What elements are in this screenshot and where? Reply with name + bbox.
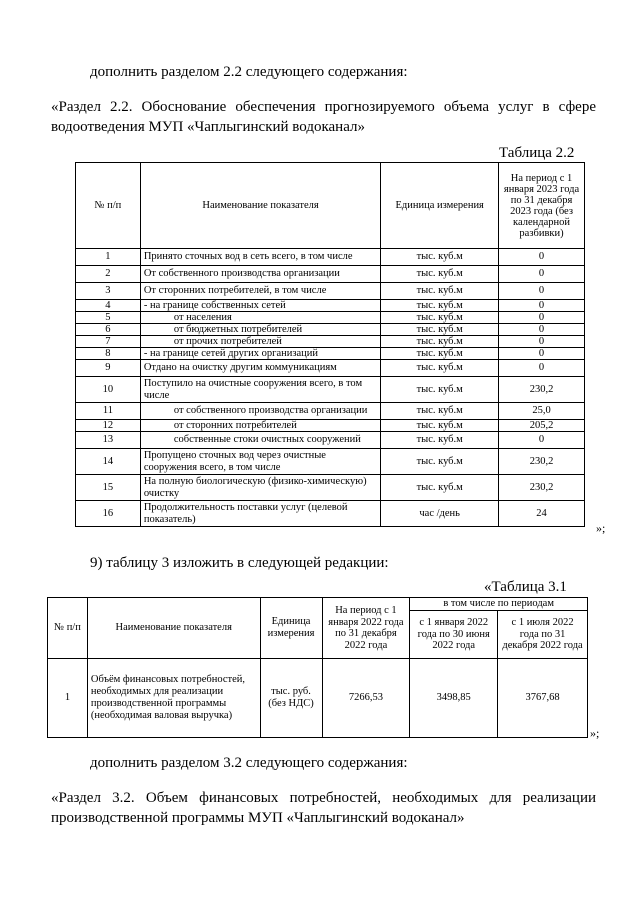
table-row: [48, 659, 588, 738]
table-row: [76, 266, 585, 283]
row-unit: тыс. куб.м: [381, 420, 499, 432]
intro-section-2-2: дополнить разделом 2.2 следующего содержания:: [90, 64, 408, 80]
row-unit: тыс. куб.м: [381, 449, 499, 475]
t3-header-num: № п/п: [48, 598, 88, 659]
row-num: 6: [76, 324, 141, 336]
table-row: [76, 360, 585, 377]
row-value: 0: [499, 283, 585, 300]
row-unit: тыс. куб.м: [381, 336, 499, 348]
row-unit: тыс. куб.м: [381, 266, 499, 283]
row-num: 10: [76, 377, 141, 403]
row-num: 13: [76, 432, 141, 449]
table-row: [76, 475, 585, 501]
row-name: Объём финансовых потребностей, необходимых для реализации производственной программы (необходимая валовая выручка): [87, 659, 260, 738]
t3-header-p1: с 1 января 2022 года по 30 июня 2022 года: [410, 611, 498, 659]
row-p2: 3767,68: [498, 659, 588, 738]
row-name: На полную биологическую (физико-химическую) очистку: [140, 475, 380, 501]
row-value: 0: [499, 336, 585, 348]
header-num: № п/п: [76, 163, 141, 249]
table-2-2-close-mark: »;: [596, 521, 606, 535]
table-row: [76, 249, 585, 266]
row-unit: тыс. куб.м: [381, 432, 499, 449]
row-value: 24: [499, 501, 585, 527]
row-name: Отдано на очистку другим коммуникациям: [140, 360, 380, 377]
row-name: от собственного производства организации: [140, 403, 380, 420]
header-period: На период с 1 января 2023 года по 31 декабря 2023 года (без календарной разбивки): [499, 163, 585, 249]
row-name: - на границе сетей других организаций: [140, 348, 380, 360]
row-unit: тыс. куб.м: [381, 312, 499, 324]
t3-header-name: Наименование показателя: [87, 598, 260, 659]
row-unit: тыс. куб.м: [381, 300, 499, 312]
row-unit: тыс. куб.м: [381, 249, 499, 266]
row-unit: тыс. куб.м: [381, 403, 499, 420]
row-name: от бюджетных потребителей: [140, 324, 380, 336]
row-value: 0: [499, 312, 585, 324]
table-row: [76, 377, 585, 403]
row-value: 0: [499, 432, 585, 449]
row-name: от сторонних потребителей: [140, 420, 380, 432]
row-num: 15: [76, 475, 141, 501]
row-num: 12: [76, 420, 141, 432]
row-unit: тыс. куб.м: [381, 283, 499, 300]
table-row: [76, 312, 585, 324]
table-row: [76, 420, 585, 432]
row-num: 4: [76, 300, 141, 312]
table-row: [76, 449, 585, 475]
table-row: [76, 403, 585, 420]
row-num: 3: [76, 283, 141, 300]
row-num: 8: [76, 348, 141, 360]
t3-header-by-periods: в том числе по периодам: [410, 598, 588, 611]
row-name: От собственного производства организации: [140, 266, 380, 283]
row-name: - на границе собственных сетей: [140, 300, 380, 312]
table-2-2: [75, 162, 585, 527]
row-value: 0: [499, 348, 585, 360]
t3-header-unit: Единица измерения: [260, 598, 322, 659]
table-row: [76, 432, 585, 449]
row-value: 230,2: [499, 449, 585, 475]
row-num: 14: [76, 449, 141, 475]
table-3-1-close-mark: »;: [590, 726, 600, 740]
row-name: Принято сточных вод в сеть всего, в том числе: [140, 249, 380, 266]
row-num: 9: [76, 360, 141, 377]
row-value: 0: [499, 266, 585, 283]
row-name: от прочих потребителей: [140, 336, 380, 348]
row-name: собственные стоки очистных сооружений: [140, 432, 380, 449]
row-name: Продолжительность поставки услуг (целевой показатель): [140, 501, 380, 527]
row-num: 16: [76, 501, 141, 527]
row-num: 5: [76, 312, 141, 324]
table-row: [76, 300, 585, 312]
row-unit: час /день: [381, 501, 499, 527]
row-unit: тыс. руб. (без НДС): [260, 659, 322, 738]
row-unit: тыс. куб.м: [381, 348, 499, 360]
table-row: [76, 336, 585, 348]
table-3-1: [47, 597, 588, 738]
row-num: 11: [76, 403, 141, 420]
row-total: 7266,53: [322, 659, 410, 738]
row-value: 0: [499, 324, 585, 336]
row-p1: 3498,85: [410, 659, 498, 738]
row-value: 25,0: [499, 403, 585, 420]
row-unit: тыс. куб.м: [381, 377, 499, 403]
table-2-2-caption: Таблица 2.2: [499, 145, 575, 161]
table-row: [76, 348, 585, 360]
row-unit: тыс. куб.м: [381, 475, 499, 501]
section-2-2-title: «Раздел 2.2. Обоснование обеспечения прогнозируемого объема услуг в сфере водоотведения МУП «Чаплыгинский водоканал»: [51, 99, 596, 135]
t3-header-period: На период с 1 января 2022 года по 31 декабря 2022 года: [322, 598, 410, 659]
section-3-2-title: «Раздел 3.2. Объем финансовых потребностей, необходимых для реализации производственной программы МУП «Чаплыгинский водоканал»: [51, 790, 596, 826]
table-row: [76, 283, 585, 300]
intro-section-3-2: дополнить разделом 3.2 следующего содержания:: [90, 755, 408, 771]
item-9: 9) таблицу 3 изложить в следующей редакции:: [90, 555, 389, 571]
row-value: 230,2: [499, 377, 585, 403]
row-num: 7: [76, 336, 141, 348]
row-name: От сторонних потребителей, в том числе: [140, 283, 380, 300]
row-num: 1: [48, 659, 88, 738]
header-name: Наименование показателя: [140, 163, 380, 249]
row-value: 205,2: [499, 420, 585, 432]
row-num: 1: [76, 249, 141, 266]
row-value: 0: [499, 249, 585, 266]
row-name: от населения: [140, 312, 380, 324]
header-unit: Единица измерения: [381, 163, 499, 249]
row-value: 0: [499, 300, 585, 312]
row-name: Поступило на очистные сооружения всего, в том числе: [140, 377, 380, 403]
row-name: Пропущено сточных вод через очистные сооружения всего, в том числе: [140, 449, 380, 475]
t3-header-p2: с 1 июля 2022 года по 31 декабря 2022 года: [498, 611, 588, 659]
table-row: [76, 501, 585, 527]
row-num: 2: [76, 266, 141, 283]
table-3-1-caption: «Таблица 3.1: [484, 579, 567, 595]
row-unit: тыс. куб.м: [381, 360, 499, 377]
row-unit: тыс. куб.м: [381, 324, 499, 336]
row-value: 0: [499, 360, 585, 377]
row-value: 230,2: [499, 475, 585, 501]
table-row: [76, 324, 585, 336]
